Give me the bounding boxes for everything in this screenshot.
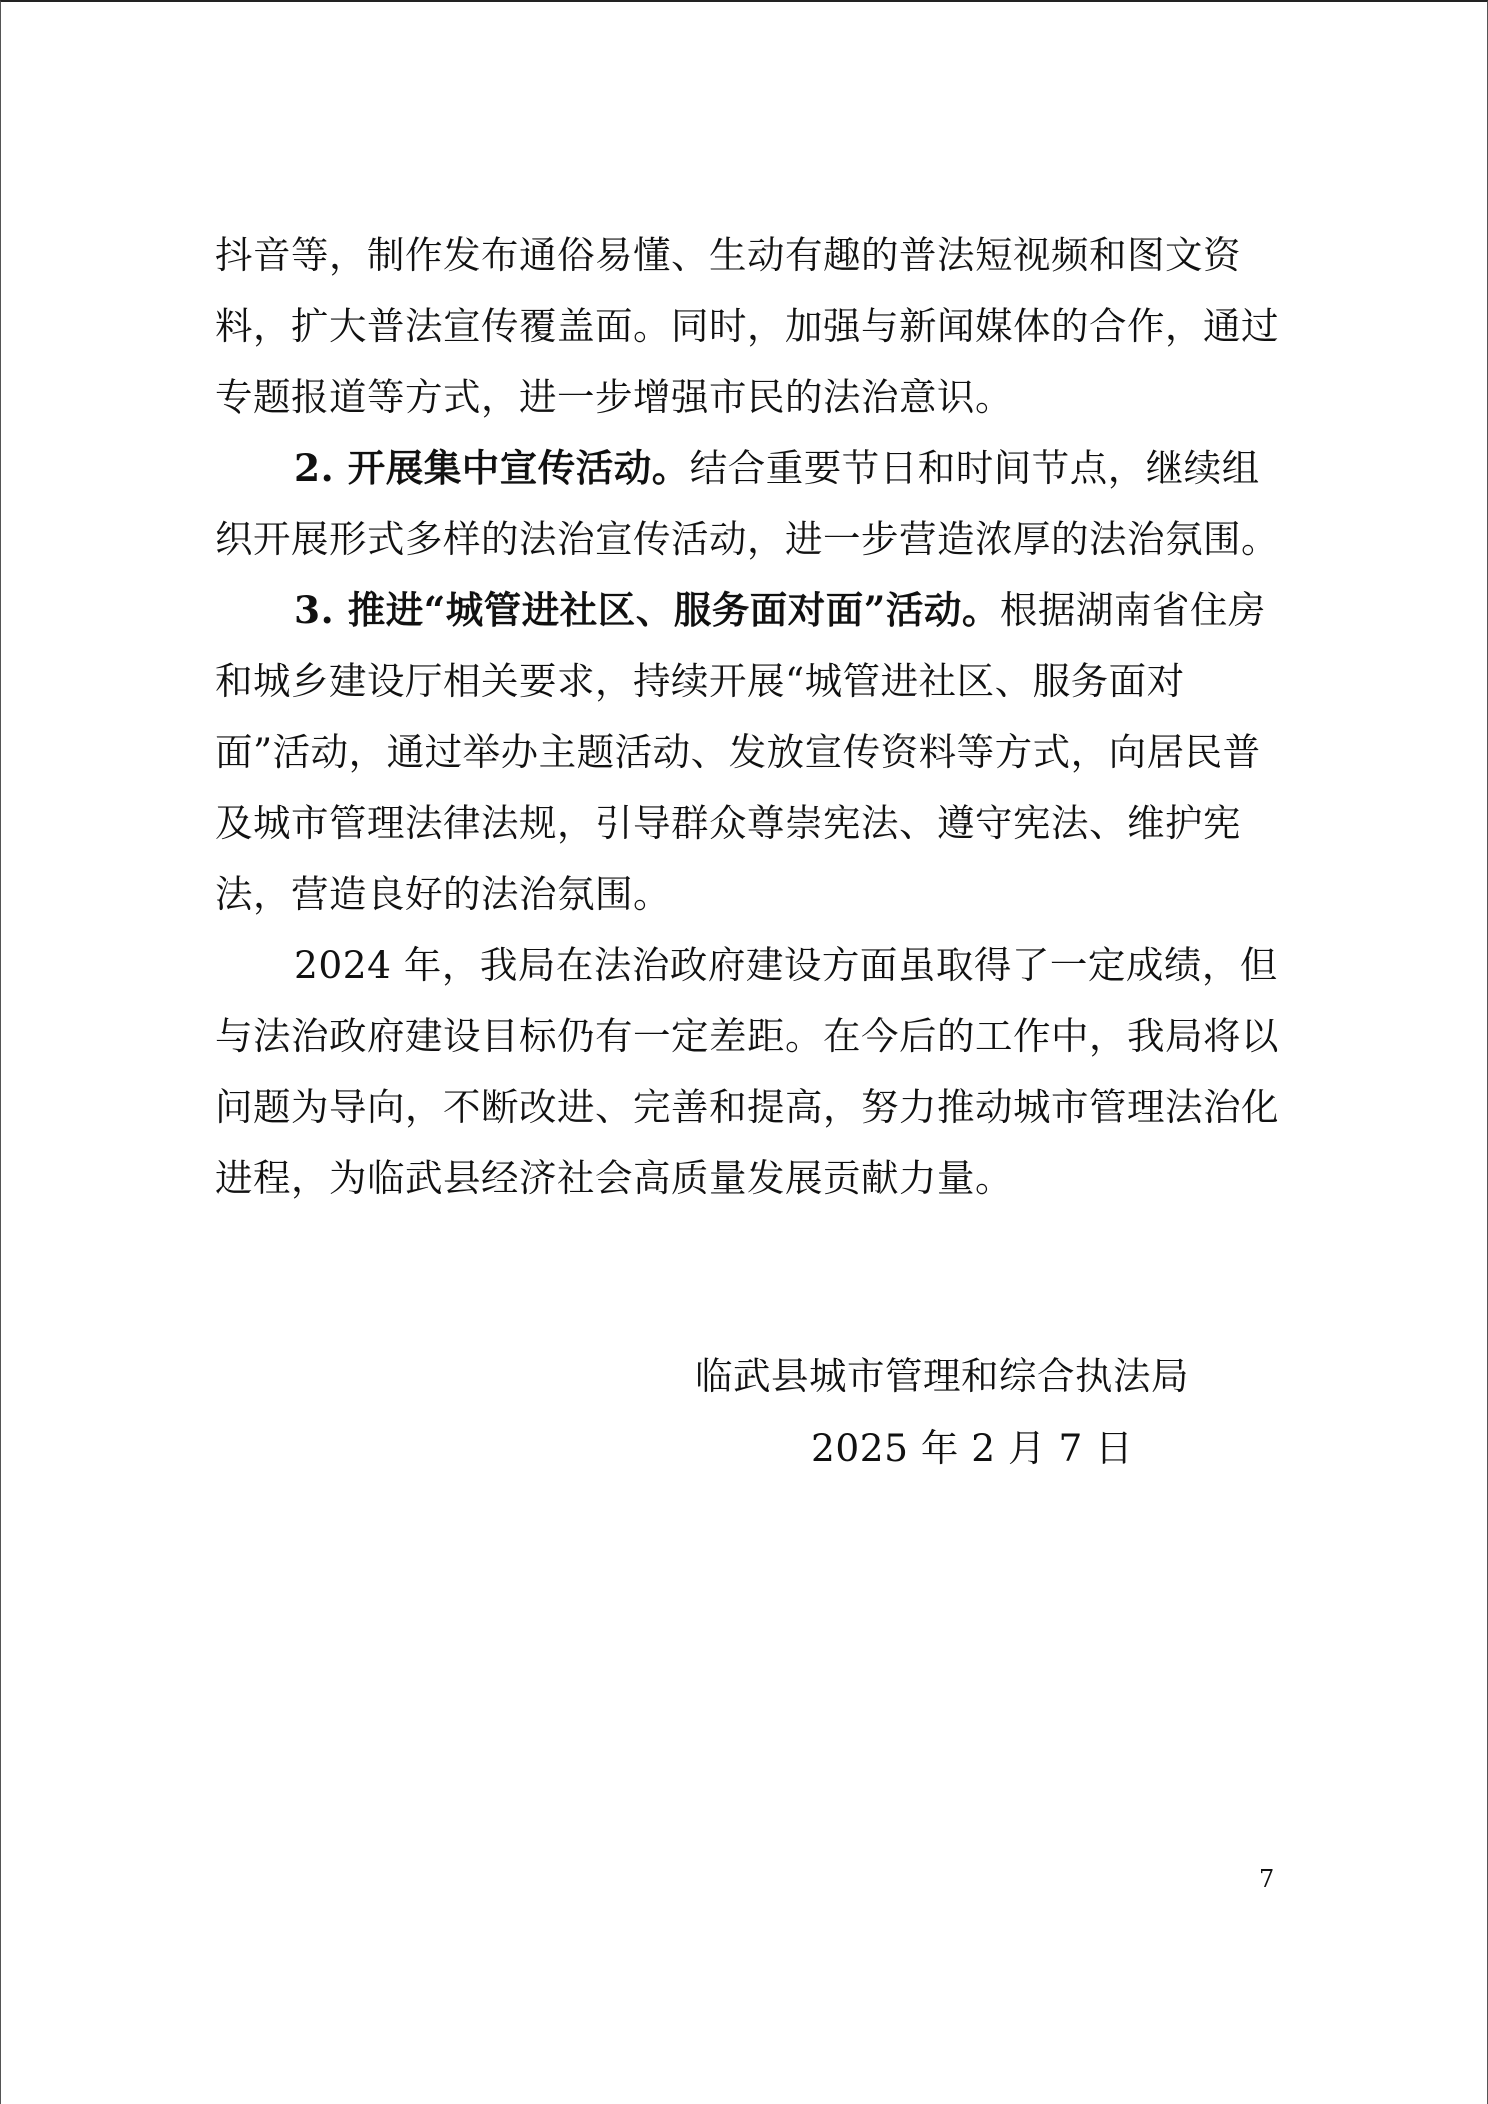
paragraph-conclusion [215, 930, 1279, 1214]
paragraph-continuation [215, 220, 1279, 433]
page-number: 7 [1259, 1865, 1275, 1893]
document-body [215, 220, 1279, 1214]
signature-organization: 临武县城市管理和综合执法局 [695, 1354, 1189, 1398]
paragraph-text: 2024 年，我局在法治政府建设方面虽取得了一定成绩，但与法治政府建设目标仍有一定差距。在今后的工作中，我局将以问题为导向，不断改进、完善和提高，努力推动城市管理法治化进程，为临武县经济社会高质量发展贡献力量。 [215, 943, 1279, 1200]
paragraph-heading: 3. 推进“城管进社区、服务面对面”活动。 [294, 588, 1000, 632]
paragraph-text: 结合重要节日和时间节点，继续组织开展形式多样的法治宣传活动，进一步营造浓厚的法治氛围。 [215, 446, 1279, 561]
paragraph-item-3 [215, 575, 1279, 930]
signature-date: 2025 年 2 月 7 日 [811, 1426, 1134, 1470]
paragraph-item-2 [215, 433, 1279, 575]
paragraph-heading: 2. 开展集中宣传活动。 [294, 446, 690, 490]
paragraph-text: 抖音等，制作发布通俗易懂、生动有趣的普法短视频和图文资料，扩大普法宣传覆盖面。同时，加强与新闻媒体的合作，通过专题报道等方式，进一步增强市民的法治意识。 [215, 233, 1279, 419]
paragraph-text: 根据湖南省住房和城乡建设厅相关要求，持续开展“城管进社区、服务面对面”活动，通过举办主题活动、发放宣传资料等方式，向居民普及城市管理法律法规，引导群众尊崇宪法、遵守宪法、维护宪法，营造良好的法治氛围。 [215, 588, 1266, 916]
